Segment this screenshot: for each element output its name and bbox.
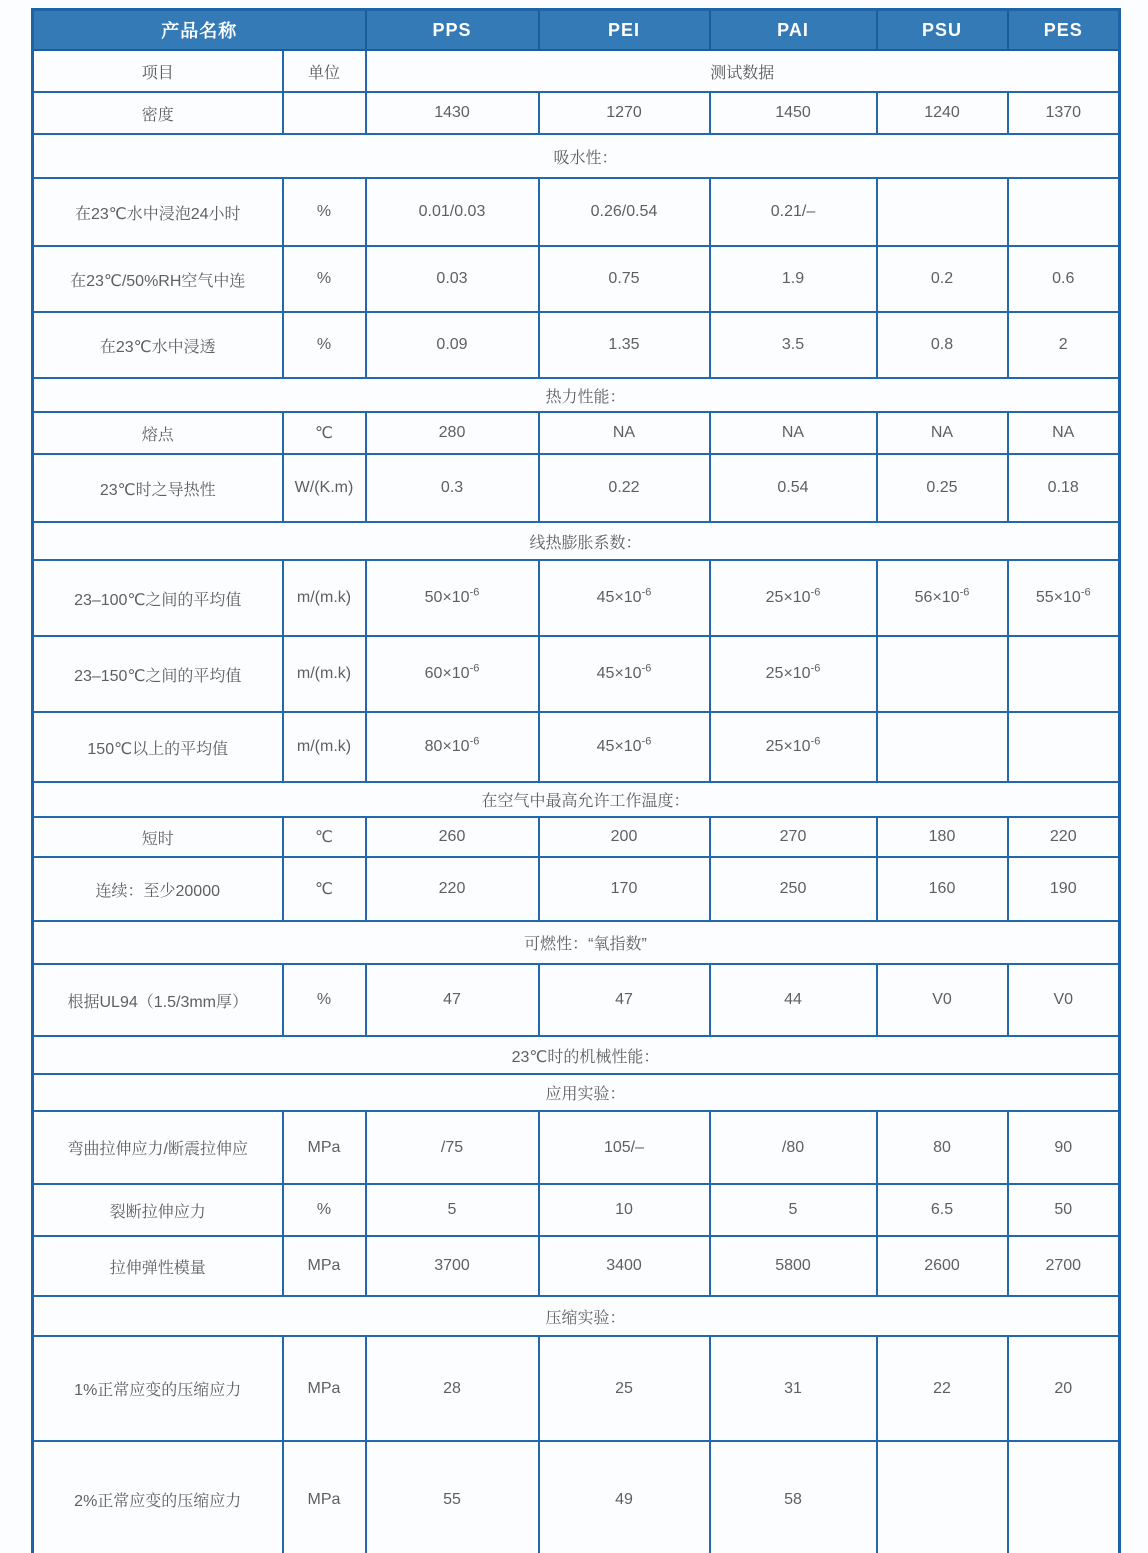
value-cell-pes <box>1008 178 1120 246</box>
product-header-psu: PSU <box>877 10 1008 51</box>
data-row <box>33 636 1120 712</box>
unit-cell: % <box>283 178 366 246</box>
data-row <box>33 1111 1120 1184</box>
value-cell-pes: 1370 <box>1008 92 1120 134</box>
value-cell-pei: 3400 <box>539 1236 710 1296</box>
row-label-cell: 拉伸弹性模量 <box>33 1236 283 1296</box>
section-label: 热力性能： <box>33 378 1120 412</box>
product-header-pei: PEI <box>539 10 710 51</box>
value-cell-pai: 250 <box>710 857 877 921</box>
value-cell-pai: $25\times 10^{-6}$ <box>710 636 877 712</box>
value-cell-pai: NA <box>710 412 877 454</box>
data-row <box>33 1441 1120 1553</box>
section-row <box>33 921 1120 964</box>
value-cell-pps: 3700 <box>366 1236 539 1296</box>
value-cell-pei: 1270 <box>539 92 710 134</box>
value-cell-pai: 5800 <box>710 1236 877 1296</box>
value-cell-pei: 0.22 <box>539 454 710 522</box>
data-row <box>33 964 1120 1036</box>
value-cell-psu <box>877 636 1008 712</box>
unit-cell: ℃ <box>283 857 366 921</box>
subheader-row <box>33 50 1120 92</box>
value-cell-pps: 1430 <box>366 92 539 134</box>
value-cell-pai: 1.9 <box>710 246 877 312</box>
row-label-cell: 23–100℃之间的平均值 <box>33 560 283 636</box>
data-row <box>33 312 1120 378</box>
row-label-cell: 在23℃水中浸透 <box>33 312 283 378</box>
row-label-cell: 熔点 <box>33 412 283 454</box>
row-label-cell: 1%正常应变的压缩应力 <box>33 1336 283 1441</box>
value-cell-psu: 160 <box>877 857 1008 921</box>
value-cell-pps: 280 <box>366 412 539 454</box>
value-cell-pei: NA <box>539 412 710 454</box>
value-cell-pai: 44 <box>710 964 877 1036</box>
unit-column-header: 单位 <box>283 50 366 92</box>
item-column-header: 项目 <box>33 50 283 92</box>
section-row <box>33 522 1120 560</box>
value-cell-pps: 0.3 <box>366 454 539 522</box>
value-cell-pps: 0.03 <box>366 246 539 312</box>
unit-cell: % <box>283 1184 366 1236</box>
product-name-header: 产品名称 <box>33 10 366 51</box>
row-label-cell: 2%正常应变的压缩应力 <box>33 1441 283 1553</box>
row-label-cell: 弯曲拉伸应力/断震拉伸应 <box>33 1111 283 1184</box>
section-row <box>33 782 1120 817</box>
value-cell-pei: 105/– <box>539 1111 710 1184</box>
row-label-cell: 裂断拉伸应力 <box>33 1184 283 1236</box>
row-label-cell: 密度 <box>33 92 283 134</box>
value-cell-pps: /75 <box>366 1111 539 1184</box>
value-cell-pes: 220 <box>1008 817 1120 857</box>
value-cell-psu: 80 <box>877 1111 1008 1184</box>
value-cell-pes: 190 <box>1008 857 1120 921</box>
section-label: 压缩实验： <box>33 1296 1120 1336</box>
data-row <box>33 454 1120 522</box>
value-cell-pai: 1450 <box>710 92 877 134</box>
unit-cell: m/(m.k) <box>283 636 366 712</box>
value-cell-pai: 3.5 <box>710 312 877 378</box>
section-label: 可燃性：“氧指数” <box>33 921 1120 964</box>
unit-cell: MPa <box>283 1336 366 1441</box>
value-cell-pai: /80 <box>710 1111 877 1184</box>
unit-cell: MPa <box>283 1111 366 1184</box>
value-cell-pes: 2 <box>1008 312 1120 378</box>
value-cell-pei: 25 <box>539 1336 710 1441</box>
value-cell-pei: 200 <box>539 817 710 857</box>
value-cell-psu: 180 <box>877 817 1008 857</box>
value-cell-pei: 0.75 <box>539 246 710 312</box>
value-cell-psu: 0.25 <box>877 454 1008 522</box>
value-cell-pps: 0.01/0.03 <box>366 178 539 246</box>
value-cell-pes <box>1008 1441 1120 1553</box>
data-row <box>33 246 1120 312</box>
value-cell-pai: 5 <box>710 1184 877 1236</box>
value-cell-psu: 22 <box>877 1336 1008 1441</box>
value-cell-pps: $80\times 10^{-6}$ <box>366 712 539 782</box>
value-cell-psu <box>877 1441 1008 1553</box>
data-row <box>33 412 1120 454</box>
value-cell-pes: 0.18 <box>1008 454 1120 522</box>
value-cell-pei: 170 <box>539 857 710 921</box>
unit-cell: % <box>283 964 366 1036</box>
value-cell-pai: 0.21/– <box>710 178 877 246</box>
data-row <box>33 1236 1120 1296</box>
value-cell-pai: $25\times 10^{-6}$ <box>710 712 877 782</box>
row-label-cell: 在23℃水中浸泡24小时 <box>33 178 283 246</box>
row-label-cell: 短时 <box>33 817 283 857</box>
unit-cell: m/(m.k) <box>283 712 366 782</box>
value-cell-pei: 49 <box>539 1441 710 1553</box>
value-cell-pai: 0.54 <box>710 454 877 522</box>
value-cell-psu <box>877 712 1008 782</box>
section-row <box>33 1296 1120 1336</box>
value-cell-pes: 0.6 <box>1008 246 1120 312</box>
value-cell-pai: 31 <box>710 1336 877 1441</box>
value-cell-psu: $56\times 10^{-6}$ <box>877 560 1008 636</box>
value-cell-pei: $45\times 10^{-6}$ <box>539 636 710 712</box>
value-cell-pei: 47 <box>539 964 710 1036</box>
material-spec-table <box>31 8 1121 1553</box>
value-cell-pes: V0 <box>1008 964 1120 1036</box>
section-row <box>33 134 1120 178</box>
value-cell-pps: 47 <box>366 964 539 1036</box>
product-header-pai: PAI <box>710 10 877 51</box>
value-cell-pps: $50\times 10^{-6}$ <box>366 560 539 636</box>
value-cell-pps: $60\times 10^{-6}$ <box>366 636 539 712</box>
row-label-cell: 连续：至少20000 <box>33 857 283 921</box>
data-row <box>33 1184 1120 1236</box>
value-cell-pps: 0.09 <box>366 312 539 378</box>
section-row <box>33 378 1120 412</box>
product-header-row <box>33 10 1120 51</box>
value-cell-pes: 90 <box>1008 1111 1120 1184</box>
test-data-header: 测试数据 <box>366 50 1120 92</box>
value-cell-pei: 0.26/0.54 <box>539 178 710 246</box>
section-label: 应用实验： <box>33 1074 1120 1111</box>
section-label: 线热膨胀系数： <box>33 522 1120 560</box>
value-cell-pei: 10 <box>539 1184 710 1236</box>
value-cell-psu: NA <box>877 412 1008 454</box>
value-cell-pai: 270 <box>710 817 877 857</box>
value-cell-psu: V0 <box>877 964 1008 1036</box>
unit-cell: % <box>283 312 366 378</box>
unit-cell: % <box>283 246 366 312</box>
section-row <box>33 1074 1120 1111</box>
product-header-pes: PES <box>1008 10 1120 51</box>
section-row <box>33 1036 1120 1074</box>
value-cell-pes: 2700 <box>1008 1236 1120 1296</box>
unit-cell: W/(K.m) <box>283 454 366 522</box>
data-row <box>33 560 1120 636</box>
section-label: 吸水性： <box>33 134 1120 178</box>
value-cell-pei: $45\times 10^{-6}$ <box>539 712 710 782</box>
table-body <box>33 92 1120 1553</box>
data-row <box>33 178 1120 246</box>
value-cell-psu: 0.2 <box>877 246 1008 312</box>
unit-cell: m/(m.k) <box>283 560 366 636</box>
row-label-cell: 23℃时之导热性 <box>33 454 283 522</box>
row-label-cell: 23–150℃之间的平均值 <box>33 636 283 712</box>
value-cell-pps: 220 <box>366 857 539 921</box>
value-cell-pes: 50 <box>1008 1184 1120 1236</box>
data-row <box>33 92 1120 134</box>
unit-cell: ℃ <box>283 412 366 454</box>
unit-cell: MPa <box>283 1441 366 1553</box>
value-cell-pei: $45\times 10^{-6}$ <box>539 560 710 636</box>
value-cell-pps: 28 <box>366 1336 539 1441</box>
value-cell-pps: 5 <box>366 1184 539 1236</box>
value-cell-psu <box>877 178 1008 246</box>
value-cell-psu: 0.8 <box>877 312 1008 378</box>
section-label: 23℃时的机械性能： <box>33 1036 1120 1074</box>
value-cell-pei: 1.35 <box>539 312 710 378</box>
value-cell-pes: 20 <box>1008 1336 1120 1441</box>
unit-cell: ℃ <box>283 817 366 857</box>
value-cell-pes <box>1008 712 1120 782</box>
value-cell-psu: 2600 <box>877 1236 1008 1296</box>
value-cell-pps: 260 <box>366 817 539 857</box>
row-label-cell: 在23℃/50%RH空气中连 <box>33 246 283 312</box>
row-label-cell: 150℃以上的平均值 <box>33 712 283 782</box>
value-cell-pai: $25\times 10^{-6}$ <box>710 560 877 636</box>
value-cell-psu: 6.5 <box>877 1184 1008 1236</box>
value-cell-pes <box>1008 636 1120 712</box>
data-row <box>33 817 1120 857</box>
value-cell-pes: $55\times 10^{-6}$ <box>1008 560 1120 636</box>
value-cell-pps: 55 <box>366 1441 539 1553</box>
row-label-cell: 根据UL94（1.5/3mm厚） <box>33 964 283 1036</box>
section-label: 在空气中最高允许工作温度： <box>33 782 1120 817</box>
unit-cell: MPa <box>283 1236 366 1296</box>
data-row <box>33 857 1120 921</box>
product-header-pps: PPS <box>366 10 539 51</box>
data-row <box>33 712 1120 782</box>
value-cell-pes: NA <box>1008 412 1120 454</box>
value-cell-psu: 1240 <box>877 92 1008 134</box>
value-cell-pai: 58 <box>710 1441 877 1553</box>
unit-cell <box>283 92 366 134</box>
data-row <box>33 1336 1120 1441</box>
